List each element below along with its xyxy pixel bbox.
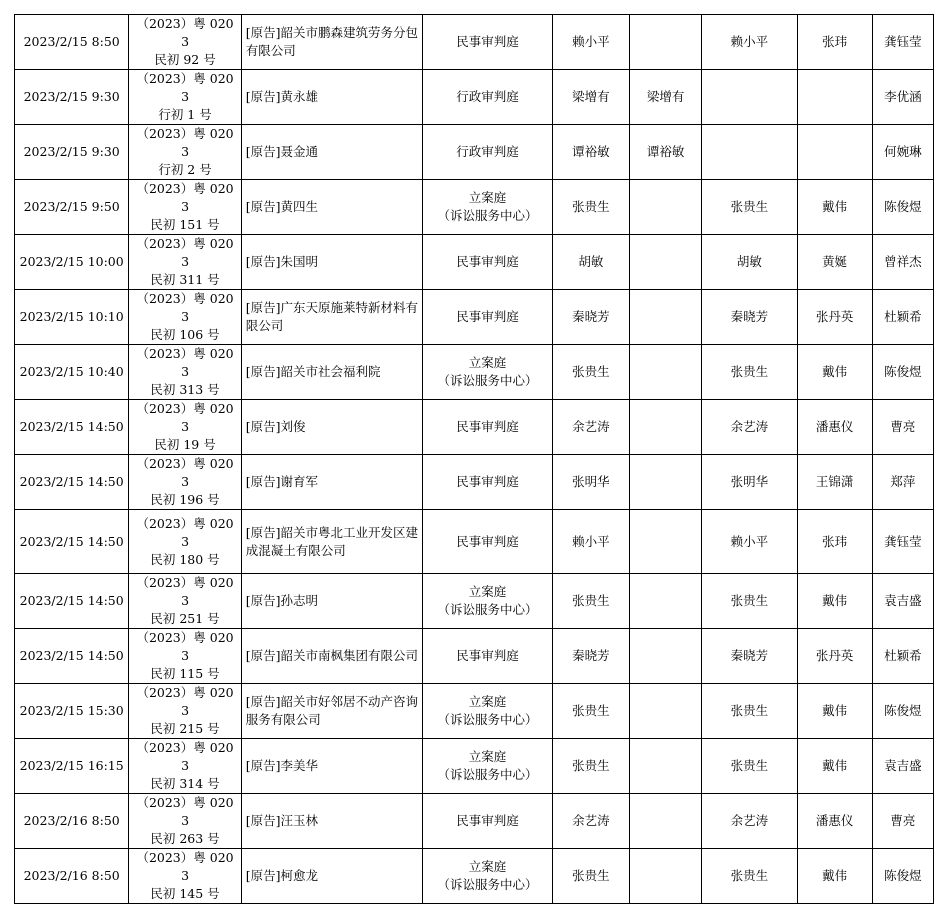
judge-cell: 张贵生: [552, 684, 629, 739]
hearing-datetime-cell: 2023/2/15 14:50: [15, 455, 129, 510]
judge-cell: 胡敏: [552, 235, 629, 290]
case-number-cell-line-2: 民初 19 号: [154, 437, 216, 452]
case-number-cell: [129, 849, 241, 904]
table-row: [15, 574, 934, 629]
table-row: [15, 15, 934, 70]
case-number-cell-line-1: （2023）粤 0203: [136, 515, 234, 549]
table-row: [15, 180, 934, 235]
clerk-cell: 何婉琳: [872, 125, 933, 180]
clerk-cell: 杜颖希: [872, 629, 933, 684]
panel-member-cell: [797, 125, 872, 180]
party-cell: [原告]黄永雄: [241, 70, 423, 125]
sole-judge-cell: [629, 180, 701, 235]
presiding-judge-cell: 张明华: [702, 455, 797, 510]
case-number-cell: [129, 455, 241, 510]
hearing-datetime-cell: 2023/2/15 14:50: [15, 400, 129, 455]
court-division-cell: 民事审判庭: [423, 629, 552, 684]
case-number-cell-line-2: 民初 92 号: [154, 52, 216, 67]
party-cell: [原告]孙志明: [241, 574, 423, 629]
court-division-cell: [423, 180, 552, 235]
presiding-judge-cell: 张贵生: [702, 849, 797, 904]
judge-cell: 张贵生: [552, 849, 629, 904]
case-number-cell-line-1: （2023）粤 0203: [136, 71, 234, 104]
court-division-cell-line-1: 立案庭: [468, 584, 507, 599]
court-division-cell: 行政审判庭: [423, 125, 552, 180]
table-row: [15, 684, 934, 739]
court-division-cell-line-2: （诉讼服务中心）: [437, 877, 538, 892]
case-number-cell: [129, 510, 241, 574]
court-division-cell: [423, 574, 552, 629]
case-number-cell: [129, 794, 241, 849]
case-number-cell-line-1: （2023）粤 0203: [136, 401, 234, 434]
case-number-cell: [129, 629, 241, 684]
table-row: [15, 794, 934, 849]
case-number-cell-line-2: 民初 151 号: [150, 217, 220, 232]
court-division-cell-line-2: （诉讼服务中心）: [437, 712, 538, 727]
case-number-cell: [129, 290, 241, 345]
hearing-datetime-cell: 2023/2/15 10:10: [15, 290, 129, 345]
presiding-judge-cell: 秦晓芳: [702, 629, 797, 684]
presiding-judge-cell: 张贵生: [702, 180, 797, 235]
party-cell: [原告]韶关市社会福利院: [241, 345, 423, 400]
court-division-cell: 民事审判庭: [423, 400, 552, 455]
case-number-cell: [129, 400, 241, 455]
table-row: [15, 70, 934, 125]
case-number-cell-line-2: 民初 251 号: [150, 611, 220, 626]
judge-cell: 张明华: [552, 455, 629, 510]
panel-member-cell: 潘惠仪: [797, 794, 872, 849]
table-row: [15, 510, 934, 574]
clerk-cell: 龚钰莹: [872, 15, 933, 70]
clerk-cell: 袁吉盛: [872, 574, 933, 629]
presiding-judge-cell: 余艺涛: [702, 794, 797, 849]
case-number-cell-line-2: 民初 311 号: [150, 272, 220, 287]
hearing-datetime-cell: 2023/2/16 8:50: [15, 794, 129, 849]
case-number-cell-line-2: 民初 115 号: [150, 666, 220, 681]
hearing-datetime-cell: 2023/2/15 14:50: [15, 629, 129, 684]
hearing-datetime-cell: 2023/2/15 15:30: [15, 684, 129, 739]
court-division-cell: [423, 345, 552, 400]
judge-cell: 余艺涛: [552, 400, 629, 455]
table-row: [15, 400, 934, 455]
panel-member-cell: 戴伟: [797, 345, 872, 400]
presiding-judge-cell: 胡敏: [702, 235, 797, 290]
table-row: [15, 345, 934, 400]
judge-cell: 秦晓芳: [552, 290, 629, 345]
court-division-cell: 行政审判庭: [423, 70, 552, 125]
case-number-cell: [129, 574, 241, 629]
judge-cell: 梁增有: [552, 70, 629, 125]
court-division-cell-line-1: 立案庭: [468, 859, 507, 874]
clerk-cell: 袁吉盛: [872, 739, 933, 794]
case-number-cell-line-1: （2023）粤 0203: [136, 630, 234, 663]
hearing-datetime-cell: 2023/2/16 8:50: [15, 849, 129, 904]
sole-judge-cell: [629, 739, 701, 794]
case-number-cell: [129, 235, 241, 290]
sole-judge-cell: [629, 629, 701, 684]
clerk-cell: 李优涵: [872, 70, 933, 125]
clerk-cell: 曾祥杰: [872, 235, 933, 290]
court-division-cell: 民事审判庭: [423, 794, 552, 849]
table-row: [15, 629, 934, 684]
panel-member-cell: 黄娫: [797, 235, 872, 290]
presiding-judge-cell: 张贵生: [702, 345, 797, 400]
presiding-judge-cell: [702, 70, 797, 125]
case-number-cell-line-1: （2023）粤 0203: [136, 850, 234, 883]
table-row: [15, 125, 934, 180]
judge-cell: 赖小平: [552, 15, 629, 70]
sole-judge-cell: 梁增有: [629, 70, 701, 125]
panel-member-cell: 戴伟: [797, 574, 872, 629]
court-division-cell: [423, 684, 552, 739]
judge-cell: 赖小平: [552, 510, 629, 574]
sole-judge-cell: 谭裕敏: [629, 125, 701, 180]
clerk-cell: 陈俊煜: [872, 345, 933, 400]
case-number-cell-line-1: （2023）粤 0203: [136, 740, 234, 773]
presiding-judge-cell: [702, 125, 797, 180]
presiding-judge-cell: 赖小平: [702, 510, 797, 574]
table-row: [15, 849, 934, 904]
hearing-datetime-cell: 2023/2/15 9:50: [15, 180, 129, 235]
case-number-cell-line-2: 民初 314 号: [150, 776, 220, 791]
case-number-cell-line-1: （2023）粤 0203: [136, 685, 234, 718]
case-number-cell-line-1: （2023）粤 0203: [136, 575, 234, 608]
presiding-judge-cell: 余艺涛: [702, 400, 797, 455]
panel-member-cell: 张玮: [797, 15, 872, 70]
table-row: [15, 739, 934, 794]
panel-member-cell: 戴伟: [797, 849, 872, 904]
clerk-cell: 郑萍: [872, 455, 933, 510]
case-number-cell: [129, 125, 241, 180]
sole-judge-cell: [629, 510, 701, 574]
judge-cell: 谭裕敏: [552, 125, 629, 180]
sole-judge-cell: [629, 15, 701, 70]
sole-judge-cell: [629, 400, 701, 455]
panel-member-cell: 张丹英: [797, 629, 872, 684]
judge-cell: 余艺涛: [552, 794, 629, 849]
case-number-cell-line-2: 行初 1 号: [158, 107, 212, 122]
party-cell: [原告]汪玉林: [241, 794, 423, 849]
sole-judge-cell: [629, 290, 701, 345]
panel-member-cell: 戴伟: [797, 739, 872, 794]
case-number-cell-line-1: （2023）粤 0203: [136, 291, 234, 324]
judge-cell: 张贵生: [552, 180, 629, 235]
case-number-cell-line-2: 民初 215 号: [150, 721, 220, 736]
hearing-datetime-cell: 2023/2/15 9:30: [15, 125, 129, 180]
party-cell: [原告]李美华: [241, 739, 423, 794]
court-division-cell-line-1: 立案庭: [468, 355, 507, 370]
case-number-cell-line-2: 民初 180 号: [150, 551, 220, 567]
party-cell: [原告]黄四生: [241, 180, 423, 235]
case-number-cell: [129, 180, 241, 235]
sole-judge-cell: [629, 235, 701, 290]
case-number-cell: [129, 684, 241, 739]
hearing-datetime-cell: 2023/2/15 10:40: [15, 345, 129, 400]
hearing-datetime-cell: 2023/2/15 8:50: [15, 15, 129, 70]
court-division-cell: 民事审判庭: [423, 15, 552, 70]
hearing-datetime-cell: 2023/2/15 10:00: [15, 235, 129, 290]
case-number-cell-line-2: 民初 145 号: [150, 886, 220, 901]
party-cell: [原告]谢育军: [241, 455, 423, 510]
case-number-cell-line-1: （2023）粤 0203: [136, 16, 234, 49]
clerk-cell: 陈俊煜: [872, 180, 933, 235]
party-cell: [原告]韶关市鹏森建筑劳务分包有限公司: [241, 15, 423, 70]
panel-member-cell: 潘惠仪: [797, 400, 872, 455]
hearing-datetime-cell: 2023/2/15 9:30: [15, 70, 129, 125]
sole-judge-cell: [629, 455, 701, 510]
clerk-cell: 陈俊煜: [872, 849, 933, 904]
party-cell: [原告]刘俊: [241, 400, 423, 455]
party-cell: [原告]韶关市南枫集团有限公司: [241, 629, 423, 684]
panel-member-cell: 王锦潇: [797, 455, 872, 510]
case-number-cell-line-2: 行初 2 号: [158, 162, 212, 177]
case-number-cell-line-1: （2023）粤 0203: [136, 795, 234, 828]
court-division-cell: 民事审判庭: [423, 290, 552, 345]
hearing-datetime-cell: 2023/2/15 16:15: [15, 739, 129, 794]
panel-member-cell: 张丹英: [797, 290, 872, 345]
court-division-cell: [423, 849, 552, 904]
sole-judge-cell: [629, 345, 701, 400]
court-division-cell-line-2: （诉讼服务中心）: [437, 602, 538, 617]
court-division-cell-line-2: （诉讼服务中心）: [437, 373, 538, 388]
table-row: [15, 455, 934, 510]
panel-member-cell: 戴伟: [797, 180, 872, 235]
presiding-judge-cell: 赖小平: [702, 15, 797, 70]
clerk-cell: 曹亮: [872, 400, 933, 455]
clerk-cell: 杜颖希: [872, 290, 933, 345]
case-number-cell-line-1: （2023）粤 0203: [136, 236, 234, 269]
panel-member-cell: 戴伟: [797, 684, 872, 739]
court-division-cell: [423, 739, 552, 794]
sole-judge-cell: [629, 574, 701, 629]
presiding-judge-cell: 张贵生: [702, 574, 797, 629]
case-number-cell-line-1: （2023）粤 0203: [136, 346, 234, 379]
presiding-judge-cell: 张贵生: [702, 684, 797, 739]
hearing-datetime-cell: 2023/2/15 14:50: [15, 574, 129, 629]
court-division-cell: 民事审判庭: [423, 455, 552, 510]
clerk-cell: 陈俊煜: [872, 684, 933, 739]
table-row: [15, 290, 934, 345]
case-number-cell: [129, 345, 241, 400]
schedule-body: [15, 15, 934, 904]
case-number-cell: [129, 15, 241, 70]
judge-cell: 张贵生: [552, 739, 629, 794]
case-number-cell-line-2: 民初 106 号: [150, 327, 220, 342]
party-cell: [原告]韶关市粤北工业开发区建成混凝土有限公司: [241, 510, 423, 574]
panel-member-cell: 张玮: [797, 510, 872, 574]
judge-cell: 张贵生: [552, 574, 629, 629]
case-number-cell-line-1: （2023）粤 0203: [136, 126, 234, 159]
case-number-cell: [129, 739, 241, 794]
judge-cell: 张贵生: [552, 345, 629, 400]
party-cell: [原告]韶关市好邻居不动产咨询服务有限公司: [241, 684, 423, 739]
party-cell: [原告]柯愈龙: [241, 849, 423, 904]
sole-judge-cell: [629, 849, 701, 904]
table-row: [15, 235, 934, 290]
presiding-judge-cell: 秦晓芳: [702, 290, 797, 345]
case-number-cell-line-2: 民初 313 号: [150, 382, 220, 397]
presiding-judge-cell: 张贵生: [702, 739, 797, 794]
court-division-cell: 民事审判庭: [423, 235, 552, 290]
case-number-cell-line-1: （2023）粤 0203: [136, 456, 234, 489]
case-number-cell-line-2: 民初 196 号: [150, 492, 220, 507]
sole-judge-cell: [629, 794, 701, 849]
court-division-cell: 民事审判庭: [423, 510, 552, 574]
hearing-datetime-cell: 2023/2/15 14:50: [15, 510, 129, 574]
panel-member-cell: [797, 70, 872, 125]
clerk-cell: 曹亮: [872, 794, 933, 849]
party-cell: [原告]聂金通: [241, 125, 423, 180]
case-number-cell: [129, 70, 241, 125]
court-division-cell-line-1: 立案庭: [468, 749, 507, 764]
court-division-cell-line-2: （诉讼服务中心）: [437, 208, 538, 223]
party-cell: [原告]广东天原施莱特新材料有限公司: [241, 290, 423, 345]
hearing-schedule-table: [14, 14, 934, 904]
court-division-cell-line-1: 立案庭: [468, 694, 507, 709]
clerk-cell: 龚钰莹: [872, 510, 933, 574]
court-division-cell-line-2: （诉讼服务中心）: [437, 767, 538, 782]
judge-cell: 秦晓芳: [552, 629, 629, 684]
case-number-cell-line-2: 民初 263 号: [150, 831, 220, 846]
court-division-cell-line-1: 立案庭: [468, 190, 507, 205]
sole-judge-cell: [629, 684, 701, 739]
case-number-cell-line-1: （2023）粤 0203: [136, 181, 234, 214]
party-cell: [原告]朱国明: [241, 235, 423, 290]
